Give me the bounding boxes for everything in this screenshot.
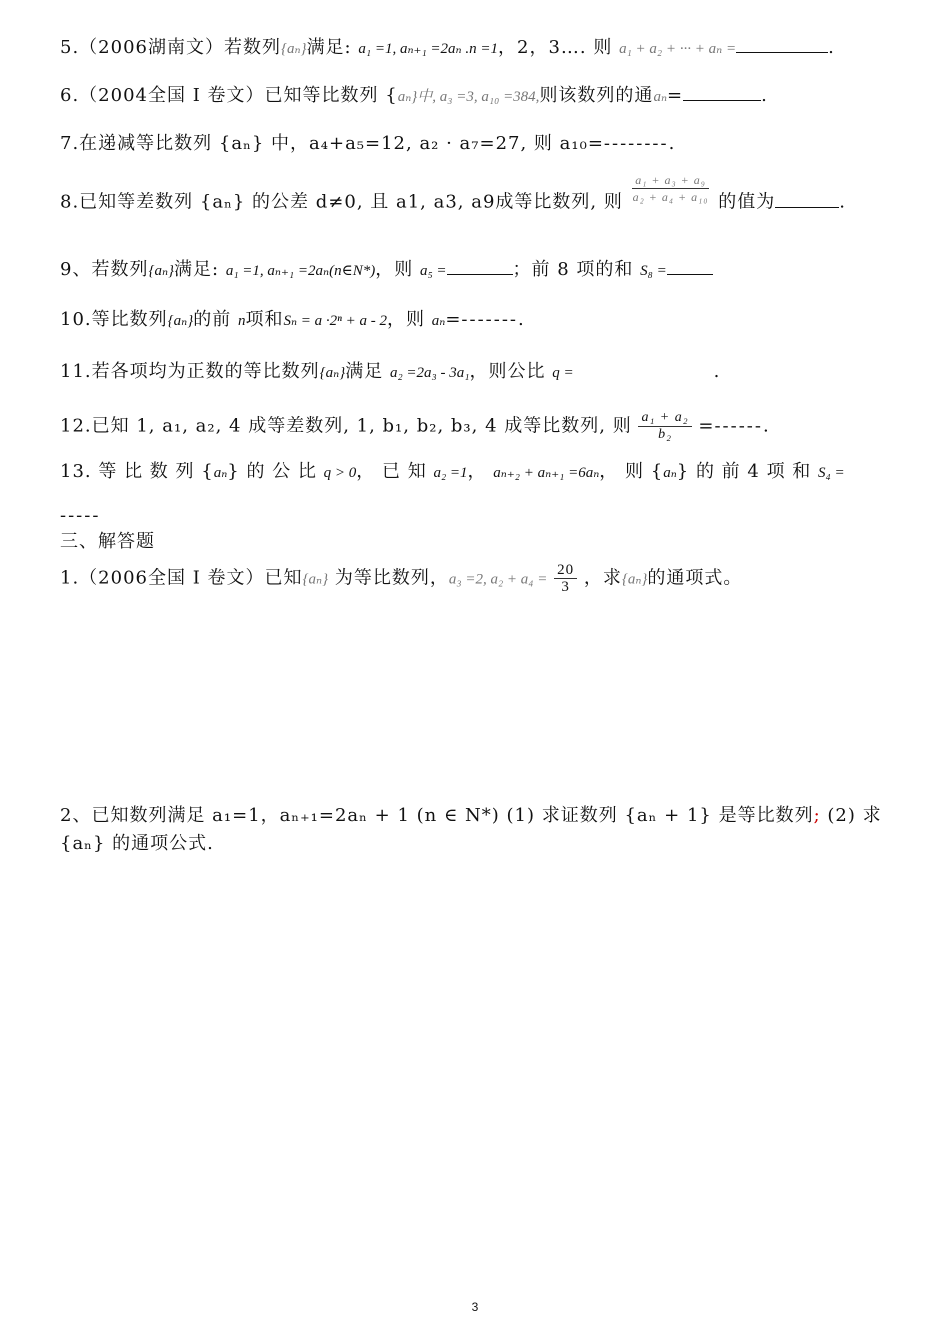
q6-lead: 6.（2004全国 I 卷文）已知等比数列 { bbox=[60, 85, 398, 106]
q5-lead: 5.（2006湖南文）若数列 bbox=[60, 37, 281, 58]
q10-n: n bbox=[237, 313, 246, 329]
q8-numerator: a₁ + a₃ + a₉ bbox=[632, 172, 709, 189]
q10-lead: 10.等比数列 bbox=[60, 309, 168, 330]
q10-seq: {aₙ} bbox=[167, 313, 194, 329]
question-12: 12.已知 1, a₁, a₂, 4 成等差数列, 1, b₁, b₂, b₃, 4 成等比数列, 则 $\frac{\text{a₁ + a₂}}{\text{b₂}}$ =------. bbox=[60, 410, 770, 442]
q13-recurrence: aₙ₊₂ + aₙ₊₁ =6aₙ bbox=[493, 465, 600, 481]
question-5: 5.（2006湖南文）若数列{aₙ}满足: a₁ =1, aₙ₊₁ =2aₙ .n =1，2，3…. 则 a₁ + a₂ + ··· + aₙ = . bbox=[60, 37, 835, 58]
q5-mid: 满足: bbox=[306, 37, 352, 58]
q10-mid: 的前 bbox=[193, 309, 232, 330]
a1-lead: 1.（2006全国 I 卷文）已知 bbox=[60, 567, 303, 589]
q13-tail2: } 的 前 4 项 和 bbox=[676, 461, 812, 482]
a1-tail: ，求 bbox=[583, 567, 622, 589]
q6-condition: aₙ}中, a₃ =3, a₁₀ =384, bbox=[397, 89, 540, 105]
q12-fraction bbox=[638, 410, 691, 443]
q12-dashes: ------ bbox=[714, 415, 763, 437]
q10-eq: = bbox=[445, 309, 462, 330]
question-13-continued bbox=[60, 504, 100, 528]
q6-an: aₙ bbox=[653, 89, 668, 105]
answer-question-2-line2: {aₙ} 的通项公式. bbox=[60, 833, 214, 854]
q10-dashes: ------- bbox=[461, 309, 518, 330]
q13-a2: a₂ =1 bbox=[433, 465, 468, 481]
q11-mid: 满足 bbox=[345, 361, 384, 382]
question-10: 10.等比数列{aₙ}的前 n项和Sₙ = a ·2ⁿ + a - 2，则 aₙ=-------. bbox=[60, 309, 525, 330]
question-8: 8.已知等差数列 {aₙ} 的公差 d≠0, 且 a1, a3, a9成等比数列, 则 $\frac{\text{a₁ + a₃ + a₉}}{\text{a₂ + a₄ + a₁₀}}$ 的值为 . bbox=[60, 173, 846, 213]
question-6: 6.（2004全国 I 卷文）已知等比数列 {aₙ}中, a₃ =3, a₁₀ =384,则该数列的通aₙ= . bbox=[60, 85, 768, 106]
q6-eq: = bbox=[667, 85, 684, 106]
a2-line1a: 2、已知数列满足 a₁=1，aₙ₊₁=2aₙ + 1 (n ∈ N*) (1) 求证数列 {aₙ + 1} 是等比数列 bbox=[60, 805, 814, 826]
q13-s4: S₄ = bbox=[818, 465, 845, 481]
q11-q: q = bbox=[552, 365, 574, 381]
q13-dashes: ----- bbox=[60, 505, 101, 526]
q9-a5-blank bbox=[447, 260, 513, 275]
q9-lead: 9、若数列 bbox=[60, 259, 149, 280]
q12-denominator: b₂ bbox=[658, 427, 672, 442]
q11-condition: a₂ =2a₃ - 3a₁ bbox=[389, 365, 470, 381]
q6-answer-blank bbox=[683, 86, 761, 101]
q11-lead: 11.若各项均为正数的等比数列 bbox=[60, 361, 320, 382]
q6-tail: 则该数列的通 bbox=[539, 85, 654, 106]
q8-fraction bbox=[630, 172, 712, 205]
q13-mid3: ， bbox=[467, 461, 487, 482]
page-number: 3 bbox=[471, 1300, 479, 1314]
q7-dashes: -------- bbox=[603, 133, 669, 154]
q9-condition: a₁ =1, aₙ₊₁ =2aₙ(n∈N*) bbox=[225, 263, 376, 279]
q5-answer-blank bbox=[736, 38, 828, 53]
a2-line1b: (2) 求 bbox=[827, 805, 882, 826]
q8-answer-blank bbox=[775, 193, 839, 208]
q9-a5: a₅ = bbox=[419, 263, 447, 279]
answer-question-2 bbox=[60, 804, 882, 828]
q13-mid2: ， 已 知 bbox=[356, 461, 427, 482]
q12-lead: 12.已知 1, a₁, a₂, 4 成等差数列, 1, b₁, b₂, b₃, 4 成等比数列, 则 bbox=[60, 415, 632, 437]
q13-an2: aₙ bbox=[663, 465, 677, 481]
question-11: 11.若各项均为正数的等比数列{aₙ}满足 a₂ =2a₃ - 3a₁，则公比 q = . bbox=[60, 361, 721, 382]
q9-s8: S₈ = bbox=[640, 263, 667, 279]
q8-denominator: a₂ + a₄ + a₁₀ bbox=[632, 190, 709, 204]
q13-lead: 13. 等 比 数 列 { bbox=[60, 461, 214, 482]
q5-tail: ，2，3…. 则 bbox=[498, 37, 613, 58]
a1-seq2: {aₙ} bbox=[621, 571, 648, 588]
question-9 bbox=[60, 258, 713, 283]
q9-tail: ；前 8 项的和 bbox=[512, 259, 634, 280]
q8-lead: 8.已知等差数列 {aₙ} 的公差 d≠0, 且 a1, a3, a9成等比数列, 则 bbox=[60, 191, 623, 213]
q10-sn: Sₙ = a ·2ⁿ + a - 2 bbox=[283, 313, 387, 329]
q10-then: ，则 bbox=[387, 309, 425, 330]
a1-seq: {aₙ} bbox=[302, 571, 329, 588]
section-heading: 三、解答题 bbox=[60, 531, 155, 552]
q7-text: 7.在递减等比数列 {aₙ} 中，a₄+a₅=12, a₂ · a₇=27, 则 a₁₀= bbox=[60, 133, 604, 154]
question-13 bbox=[60, 460, 845, 485]
a2-semicolon: ; bbox=[813, 805, 821, 826]
q13-q: q > 0 bbox=[323, 465, 357, 481]
q9-seq: {aₙ} bbox=[148, 263, 175, 279]
q11-tail: ，则公比 bbox=[469, 361, 546, 382]
q5-condition: a₁ =1, aₙ₊₁ =2aₙ .n =1 bbox=[358, 41, 498, 57]
q5-sum: a₁ + a₂ + ··· + aₙ = bbox=[619, 41, 737, 57]
a1-numerator: 20 bbox=[554, 562, 577, 579]
q10-an: aₙ bbox=[431, 313, 446, 329]
q11-seq: {aₙ} bbox=[319, 365, 346, 381]
q12-eq: = bbox=[698, 415, 715, 437]
q9-s8-blank bbox=[667, 260, 713, 275]
q13-an: aₙ bbox=[213, 465, 228, 481]
q12-numerator: a₁ + a₂ bbox=[638, 410, 691, 427]
answer-question-1 bbox=[60, 562, 742, 596]
q8-tail: 的值为 bbox=[718, 191, 776, 213]
a1-tail2: 的通项式。 bbox=[647, 567, 743, 589]
q9-mid: 满足: bbox=[174, 259, 220, 280]
question-7: 7.在递减等比数列 {aₙ} 中，a₄+a₅=12, a₂ · a₇=27, 则 a₁₀=--------. bbox=[60, 133, 676, 154]
a1-mid: 为等比数列， bbox=[334, 567, 449, 589]
q13-tail: ， 则 { bbox=[599, 461, 664, 482]
a1-denominator: 3 bbox=[561, 579, 570, 595]
q9-then: ，则 bbox=[375, 259, 414, 280]
a1-condition: a₃ =2, a₂ + a₄ = bbox=[448, 571, 548, 588]
q10-mid2: 项和 bbox=[245, 309, 284, 330]
q13-mid: } 的 公 比 bbox=[227, 461, 317, 482]
a1-fraction bbox=[554, 562, 577, 595]
q5-seq: {aₙ} bbox=[280, 41, 307, 57]
